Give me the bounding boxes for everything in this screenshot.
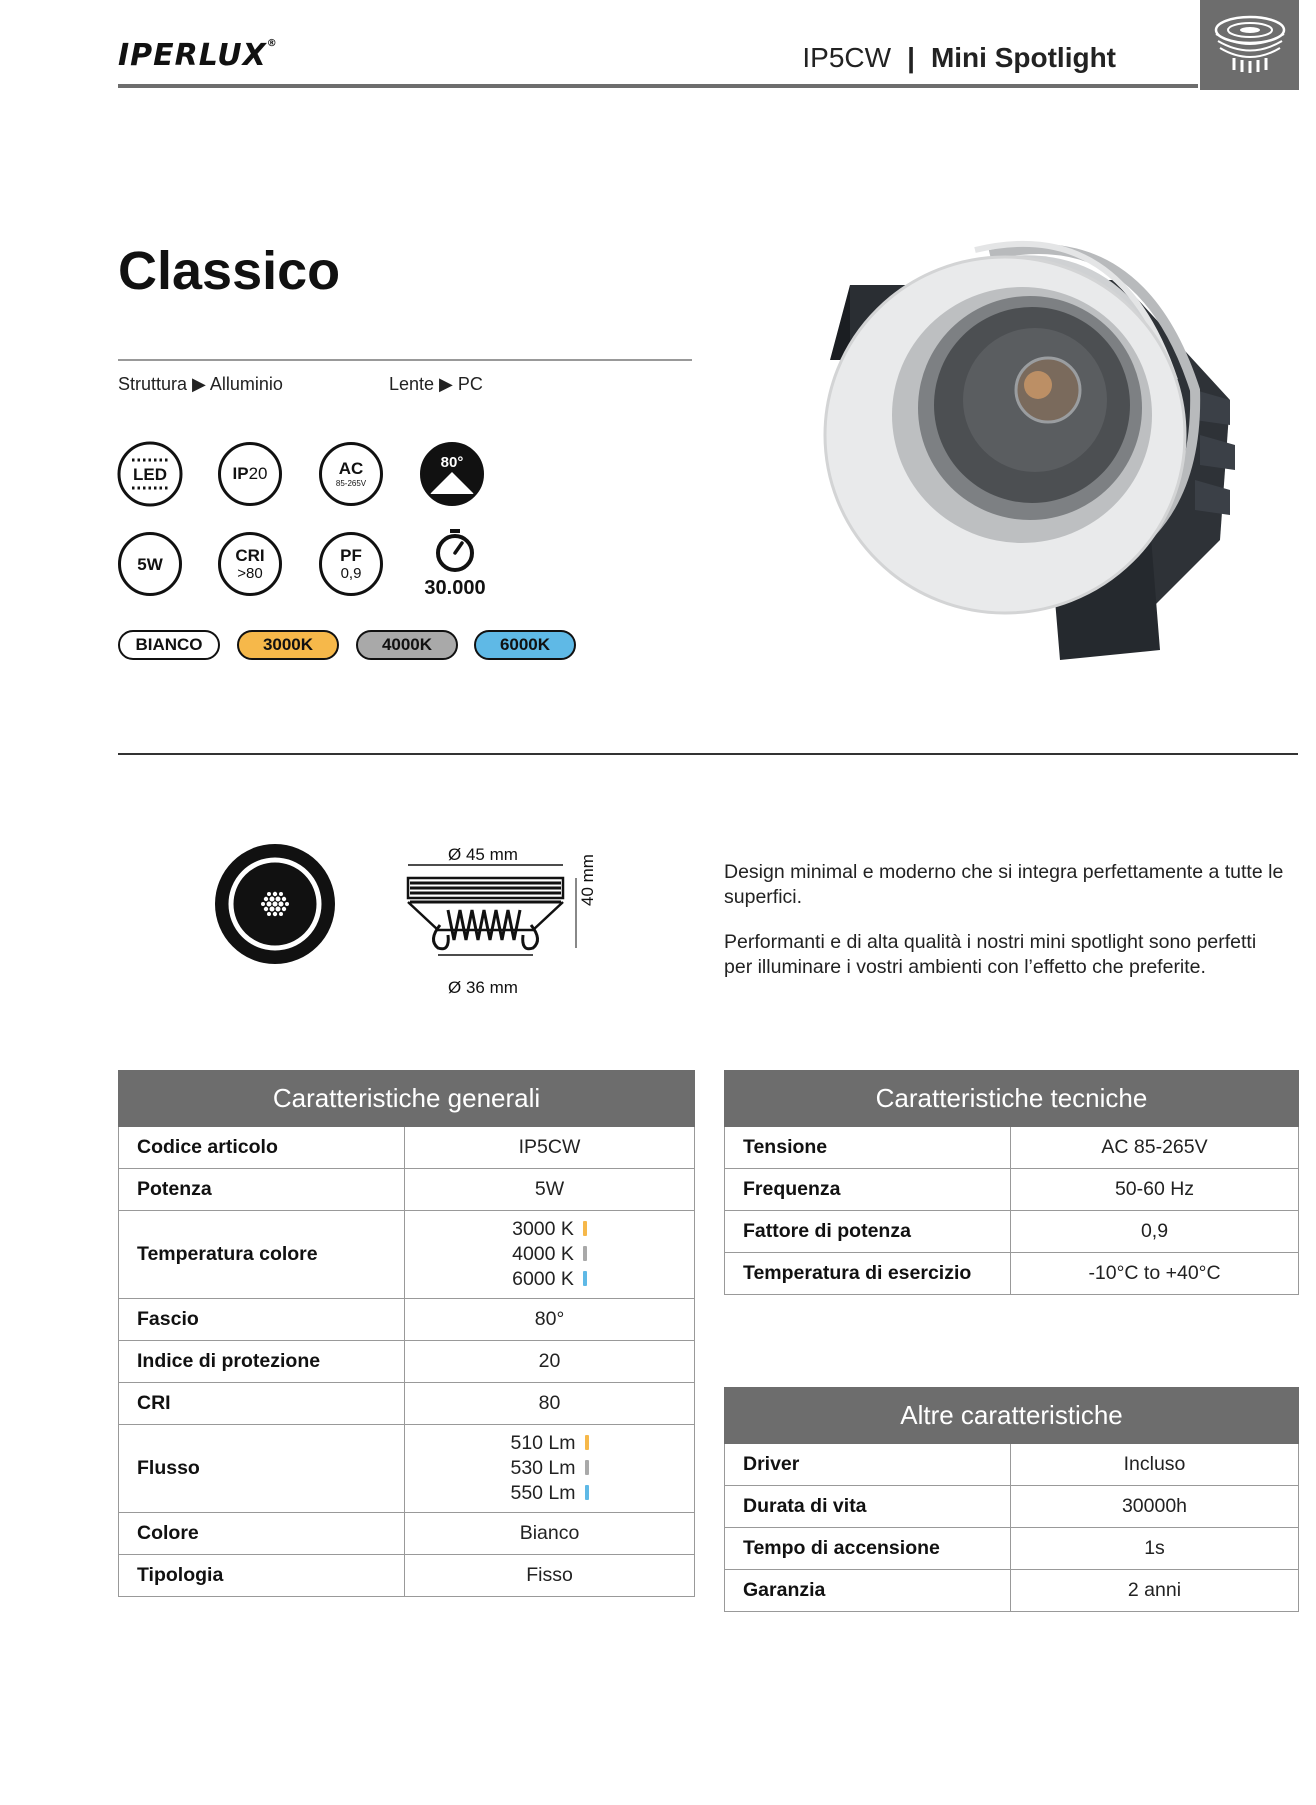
power-icon: 5W xyxy=(118,532,182,596)
lifetime-hours: 30.000 xyxy=(424,577,486,599)
table-row: Fattore di potenza 0,9 xyxy=(725,1211,1299,1253)
table-row: CRI 80 xyxy=(119,1383,695,1425)
table-row: Temperatura colore 3000 K 4000 K 6000 K xyxy=(119,1211,695,1299)
general-specs-table xyxy=(118,1070,695,1597)
cool-swatch xyxy=(585,1485,589,1500)
table-row: Frequenza 50-60 Hz xyxy=(725,1169,1299,1211)
product-category: Mini Spotlight xyxy=(930,42,1116,73)
section-rule xyxy=(118,753,1298,755)
table-row: Durata di vita 30000h xyxy=(725,1486,1299,1528)
cool-swatch xyxy=(583,1271,587,1286)
stopwatch-icon xyxy=(420,528,490,576)
table-row: Tempo di accensione 1s xyxy=(725,1528,1299,1570)
table-row: Fascio 80° xyxy=(119,1299,695,1341)
other-specs-table xyxy=(724,1387,1299,1612)
lens-material: Lente ▶ PC xyxy=(389,374,483,394)
description-paragraph-1: Design minimal e moderno che si integra perfettamente a tutte le superfici. xyxy=(724,861,1284,908)
power-factor-icon: PF 0,9 xyxy=(319,532,383,596)
product-image xyxy=(800,240,1280,690)
title-rule xyxy=(118,359,692,361)
bottom-diameter-label: Ø 36 mm xyxy=(448,978,518,997)
height-label: 40 mm xyxy=(578,854,597,906)
table-row: Flusso 510 Lm 530 Lm 550 Lm xyxy=(119,1425,695,1513)
header-rule xyxy=(118,84,1198,88)
general-specs-title: Caratteristiche generali xyxy=(119,1071,695,1127)
structure-material: Struttura ▶ Alluminio xyxy=(118,374,283,394)
front-view-drawing xyxy=(214,843,336,965)
color-pill-4000k: 4000K xyxy=(356,630,458,660)
technical-specs-title: Caratteristiche tecniche xyxy=(725,1071,1299,1127)
beam-angle-icon: 80° xyxy=(420,442,484,506)
color-pill-bianco: BIANCO xyxy=(118,630,220,660)
warm-swatch xyxy=(583,1221,587,1236)
neutral-swatch xyxy=(583,1246,587,1261)
product-title: Classico xyxy=(118,241,341,301)
table-row: Garanzia 2 anni xyxy=(725,1570,1299,1612)
table-row: Tipologia Fisso xyxy=(119,1555,695,1597)
table-row: Codice articolo IP5CW xyxy=(119,1127,695,1169)
table-row: Tensione AC 85-265V xyxy=(725,1127,1299,1169)
led-icon: LED xyxy=(118,442,182,506)
table-row: Potenza 5W xyxy=(119,1169,695,1211)
description-paragraph-2: Performanti e di alta qualità i nostri mini spotlight sono perfetti per illuminare i vostri ambienti con l’effetto che preferite. xyxy=(724,931,1257,978)
header-title: IP5CW | Mini Spotlight xyxy=(802,42,1116,73)
spotlight-icon xyxy=(1200,0,1299,90)
color-pill-3000k: 3000K xyxy=(237,630,339,660)
technical-specs-table xyxy=(724,1070,1299,1295)
table-row: Temperatura di esercizio -10°C to +40°C xyxy=(725,1253,1299,1295)
neutral-swatch xyxy=(585,1460,589,1475)
cri-icon: CRI >80 xyxy=(218,532,282,596)
brand-logo: IPERLUX® xyxy=(118,38,278,73)
table-row: Indice di protezione 20 xyxy=(119,1341,695,1383)
table-row: Driver Incluso xyxy=(725,1444,1299,1486)
header-icon-box xyxy=(1200,0,1299,90)
warm-swatch xyxy=(585,1435,589,1450)
ac-voltage-icon: AC 85-265V xyxy=(319,442,383,506)
top-diameter-label: Ø 45 mm xyxy=(448,845,518,864)
color-pill-6000k: 6000K xyxy=(474,630,576,660)
table-row: Colore Bianco xyxy=(119,1513,695,1555)
product-code: IP5CW xyxy=(802,42,892,73)
other-specs-title: Altre caratteristiche xyxy=(725,1388,1299,1444)
ip-rating-icon: IP20 xyxy=(218,442,282,506)
